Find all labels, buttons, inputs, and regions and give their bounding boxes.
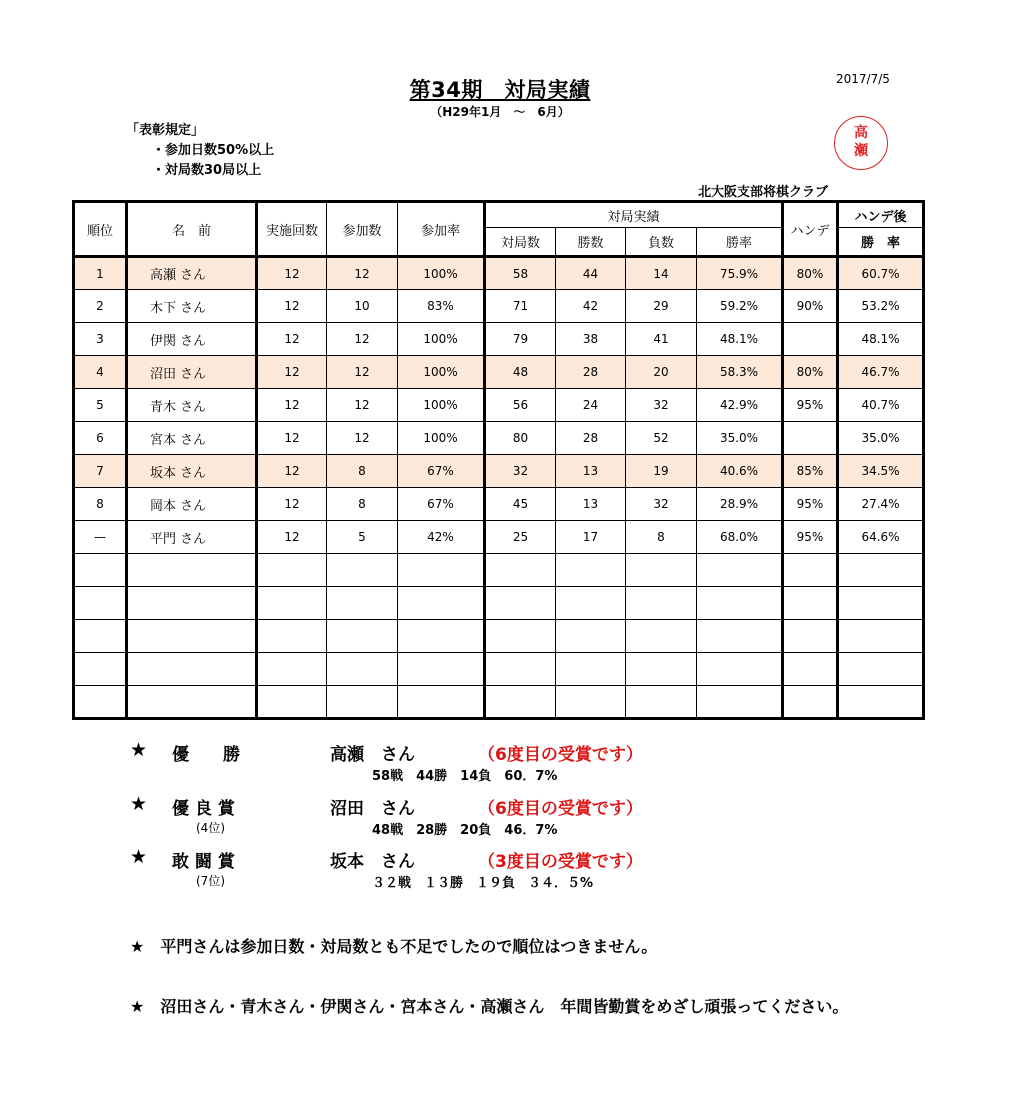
sessions-cell: 12: [257, 290, 327, 323]
rank-cell: 4: [74, 356, 127, 389]
adjusted-rate-cell: [838, 587, 924, 620]
rank-cell: [74, 554, 127, 587]
attend-rate-cell: 100%: [398, 422, 485, 455]
star-icon: ★: [130, 793, 148, 815]
header-wins: 勝数: [556, 228, 626, 257]
rank-cell: 6: [74, 422, 127, 455]
header-losses: 負数: [626, 228, 697, 257]
handicap-cell: [783, 422, 838, 455]
table-row: [74, 422, 924, 455]
wins-cell: 17: [556, 521, 626, 554]
games-cell: 58: [485, 257, 556, 290]
attended-cell: [327, 587, 398, 620]
losses-cell: [626, 554, 697, 587]
rank-cell: 7: [74, 455, 127, 488]
sessions-cell: 12: [257, 257, 327, 290]
win-rate-cell: 42.9%: [697, 389, 783, 422]
adjusted-rate-cell: 46.7%: [838, 356, 924, 389]
sessions-cell: [257, 653, 327, 686]
sessions-cell: 12: [257, 422, 327, 455]
losses-cell: [626, 686, 697, 719]
losses-cell: 52: [626, 422, 697, 455]
award-rank-fighting: (7位): [196, 874, 225, 888]
attended-cell: 12: [327, 422, 398, 455]
attended-cell: 8: [327, 488, 398, 521]
win-rate-cell: 40.6%: [697, 455, 783, 488]
games-cell: 25: [485, 521, 556, 554]
losses-cell: [626, 620, 697, 653]
table-row: [74, 521, 924, 554]
attend-rate-cell: 100%: [398, 356, 485, 389]
handicap-cell: 95%: [783, 488, 838, 521]
star-icon: ★: [130, 846, 148, 868]
sessions-cell: 12: [257, 521, 327, 554]
attend-rate-cell: [398, 686, 485, 719]
games-cell: 71: [485, 290, 556, 323]
attended-cell: 12: [327, 389, 398, 422]
table-row: [74, 455, 924, 488]
table-row: [74, 686, 924, 719]
rank-cell: —: [74, 521, 127, 554]
attend-rate-cell: [398, 554, 485, 587]
wins-cell: [556, 653, 626, 686]
award-rank-merit: (4位): [196, 821, 225, 835]
page-title: 第34期 対局実績: [409, 78, 591, 102]
star-icon: ★: [130, 739, 148, 761]
attend-rate-cell: [398, 620, 485, 653]
losses-cell: [626, 653, 697, 686]
attend-rate-cell: 100%: [398, 389, 485, 422]
adjusted-rate-cell: [838, 554, 924, 587]
award-stats-merit: 48戦 28勝 20負 46．7%: [372, 823, 558, 838]
win-rate-cell: [697, 620, 783, 653]
header-adjusted-top: ハンデ後: [838, 202, 924, 228]
handicap-cell: 80%: [783, 257, 838, 290]
award-name-merit: 沼田 さん: [330, 799, 415, 819]
award-title-merit: 優 良 賞: [172, 799, 235, 819]
stamp-char-1: 高: [854, 125, 868, 141]
attended-cell: 8: [327, 455, 398, 488]
name-cell: [127, 554, 257, 587]
handicap-cell: [783, 620, 838, 653]
handicap-cell: [783, 323, 838, 356]
award-stats-champion: 58戦 44勝 14負 60．7%: [372, 769, 558, 784]
rank-cell: [74, 620, 127, 653]
name-cell: 青木 さん: [127, 389, 257, 422]
header-games-group: 対局実績: [485, 202, 783, 228]
losses-cell: 32: [626, 488, 697, 521]
attended-cell: [327, 554, 398, 587]
losses-cell: 41: [626, 323, 697, 356]
win-rate-cell: [697, 554, 783, 587]
games-cell: [485, 587, 556, 620]
attended-cell: 12: [327, 323, 398, 356]
table-row: [74, 290, 924, 323]
sessions-cell: [257, 620, 327, 653]
report-date: 2017/7/5: [836, 72, 890, 86]
wins-cell: 44: [556, 257, 626, 290]
sessions-cell: 12: [257, 323, 327, 356]
award-title-champion: 優 勝: [172, 745, 240, 765]
sessions-cell: 12: [257, 389, 327, 422]
games-cell: [485, 620, 556, 653]
award-note-merit: （6度目の受賞です）: [478, 799, 643, 819]
adjusted-rate-cell: [838, 620, 924, 653]
name-cell: 高瀬 さん: [127, 257, 257, 290]
win-rate-cell: 58.3%: [697, 356, 783, 389]
attend-rate-cell: [398, 587, 485, 620]
handicap-cell: 95%: [783, 389, 838, 422]
wins-cell: [556, 587, 626, 620]
win-rate-cell: 75.9%: [697, 257, 783, 290]
attended-cell: [327, 653, 398, 686]
attended-cell: [327, 620, 398, 653]
award-name-fighting: 坂本 さん: [330, 852, 415, 872]
handicap-cell: 85%: [783, 455, 838, 488]
header-attend-rate: 参加率: [398, 202, 485, 257]
rules-title: 「表彰規定」: [126, 123, 205, 138]
table-row: [74, 620, 924, 653]
attend-rate-cell: 42%: [398, 521, 485, 554]
award-note-fighting: （3度目の受賞です）: [478, 852, 643, 872]
name-cell: [127, 653, 257, 686]
losses-cell: 32: [626, 389, 697, 422]
games-cell: 32: [485, 455, 556, 488]
games-cell: 48: [485, 356, 556, 389]
sessions-cell: [257, 554, 327, 587]
sessions-cell: [257, 686, 327, 719]
header-attended: 参加数: [327, 202, 398, 257]
wins-cell: 28: [556, 356, 626, 389]
games-cell: 79: [485, 323, 556, 356]
award-rules: [126, 121, 274, 181]
attend-rate-cell: 67%: [398, 488, 485, 521]
header-sessions: 実施回数: [257, 202, 327, 257]
games-cell: 45: [485, 488, 556, 521]
win-rate-cell: 35.0%: [697, 422, 783, 455]
sessions-cell: 12: [257, 488, 327, 521]
footer-note-attendance: ★ 沼田さん・青木さん・伊関さん・宮本さん・高瀬さん 年間皆勤賞をめざし頑張ってください。: [130, 997, 849, 1016]
adjusted-rate-cell: [838, 686, 924, 719]
wins-cell: 13: [556, 488, 626, 521]
attended-cell: 10: [327, 290, 398, 323]
rank-cell: [74, 587, 127, 620]
wins-cell: 28: [556, 422, 626, 455]
win-rate-cell: [697, 686, 783, 719]
adjusted-rate-cell: 53.2%: [838, 290, 924, 323]
adjusted-rate-cell: [838, 653, 924, 686]
handicap-cell: [783, 587, 838, 620]
table-row: [74, 257, 924, 290]
handicap-cell: [783, 653, 838, 686]
attend-rate-cell: 100%: [398, 257, 485, 290]
rank-cell: 3: [74, 323, 127, 356]
name-cell: 岡本 さん: [127, 488, 257, 521]
header-win-rate: 勝率: [697, 228, 783, 257]
win-rate-cell: 68.0%: [697, 521, 783, 554]
losses-cell: [626, 587, 697, 620]
adjusted-rate-cell: 35.0%: [838, 422, 924, 455]
handicap-cell: [783, 554, 838, 587]
table-row: [74, 488, 924, 521]
table-row: [74, 554, 924, 587]
rank-cell: 5: [74, 389, 127, 422]
games-cell: 56: [485, 389, 556, 422]
win-rate-cell: [697, 653, 783, 686]
adjusted-rate-cell: 48.1%: [838, 323, 924, 356]
wins-cell: [556, 686, 626, 719]
rank-cell: 1: [74, 257, 127, 290]
results-body: [74, 257, 924, 719]
losses-cell: 20: [626, 356, 697, 389]
adjusted-rate-cell: 40.7%: [838, 389, 924, 422]
name-cell: [127, 686, 257, 719]
attend-rate-cell: [398, 653, 485, 686]
games-cell: [485, 653, 556, 686]
name-cell: 伊関 さん: [127, 323, 257, 356]
wins-cell: 24: [556, 389, 626, 422]
award-name-champion: 高瀬 さん: [330, 745, 415, 765]
header-name: 名 前: [127, 202, 257, 257]
losses-cell: 19: [626, 455, 697, 488]
games-cell: [485, 686, 556, 719]
adjusted-rate-cell: 27.4%: [838, 488, 924, 521]
adjusted-rate-cell: 60.7%: [838, 257, 924, 290]
name-cell: 宮本 さん: [127, 422, 257, 455]
wins-cell: [556, 554, 626, 587]
table-row: [74, 323, 924, 356]
award-note-champion: （6度目の受賞です）: [478, 745, 643, 765]
stamp-char-2: 瀬: [854, 143, 868, 159]
header-adjusted-bottom: 勝 率: [838, 228, 924, 257]
award-stats-fighting: ３２戦 １３勝 １９負 ３４．５%: [372, 876, 594, 891]
rank-cell: 2: [74, 290, 127, 323]
win-rate-cell: 28.9%: [697, 488, 783, 521]
name-stamp: [834, 116, 888, 170]
handicap-cell: [783, 686, 838, 719]
table-row: [74, 389, 924, 422]
attended-cell: 12: [327, 257, 398, 290]
wins-cell: 42: [556, 290, 626, 323]
losses-cell: 14: [626, 257, 697, 290]
win-rate-cell: 59.2%: [697, 290, 783, 323]
name-cell: 木下 さん: [127, 290, 257, 323]
header-games: 対局数: [485, 228, 556, 257]
footer-note-ranking: ★ 平門さんは参加日数・対局数とも不足でしたので順位はつきません。: [130, 937, 658, 956]
attended-cell: 5: [327, 521, 398, 554]
games-cell: 80: [485, 422, 556, 455]
losses-cell: 29: [626, 290, 697, 323]
sessions-cell: 12: [257, 356, 327, 389]
rank-cell: [74, 686, 127, 719]
attended-cell: 12: [327, 356, 398, 389]
wins-cell: 38: [556, 323, 626, 356]
attend-rate-cell: 67%: [398, 455, 485, 488]
period-subtitle: （H29年1月 ～ 6月）: [430, 105, 570, 119]
attend-rate-cell: 83%: [398, 290, 485, 323]
club-name: 北大阪支部将棋クラブ: [698, 185, 829, 200]
wins-cell: 13: [556, 455, 626, 488]
adjusted-rate-cell: 34.5%: [838, 455, 924, 488]
table-row: [74, 356, 924, 389]
win-rate-cell: 48.1%: [697, 323, 783, 356]
name-cell: [127, 620, 257, 653]
attend-rate-cell: 100%: [398, 323, 485, 356]
handicap-cell: 90%: [783, 290, 838, 323]
table-row: [74, 587, 924, 620]
wins-cell: [556, 620, 626, 653]
rank-cell: 8: [74, 488, 127, 521]
attended-cell: [327, 686, 398, 719]
win-rate-cell: [697, 587, 783, 620]
name-cell: 沼田 さん: [127, 356, 257, 389]
rule-games: ・対局数30局以上: [152, 163, 262, 178]
handicap-cell: 80%: [783, 356, 838, 389]
results-table: [72, 200, 925, 720]
handicap-cell: 95%: [783, 521, 838, 554]
sessions-cell: [257, 587, 327, 620]
adjusted-rate-cell: 64.6%: [838, 521, 924, 554]
name-cell: [127, 587, 257, 620]
name-cell: 平門 さん: [127, 521, 257, 554]
games-cell: [485, 554, 556, 587]
sessions-cell: 12: [257, 455, 327, 488]
award-title-fighting: 敢 闘 賞: [172, 852, 235, 872]
rule-attendance: ・参加日数50%以上: [152, 143, 275, 158]
header-rank: 順位: [74, 202, 127, 257]
table-row: [74, 653, 924, 686]
rank-cell: [74, 653, 127, 686]
losses-cell: 8: [626, 521, 697, 554]
name-cell: 坂本 さん: [127, 455, 257, 488]
header-handicap: ハンデ: [783, 202, 838, 257]
